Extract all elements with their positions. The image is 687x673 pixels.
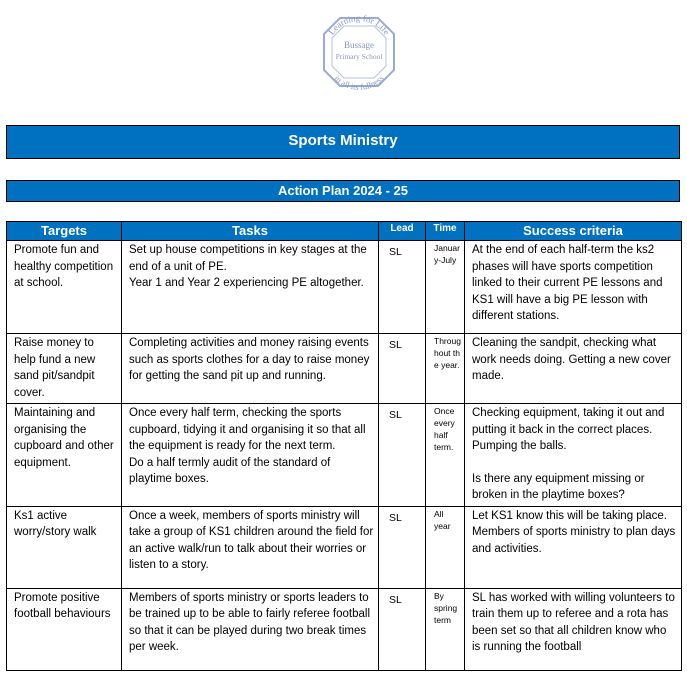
time-cell: By spring term [426, 588, 465, 670]
success-cell [465, 506, 682, 588]
target-cell: Ks1 active worry/story walk [7, 506, 122, 588]
lead-cell: SL [379, 404, 426, 507]
lead-cell: SL [379, 334, 426, 404]
table-row [7, 241, 682, 334]
task-line: Do a half termly audit of the standard of playtime boxes. [129, 456, 331, 485]
success-line: Cleaning the sandpit, checking what work needs doing. Getting a new cover made. [472, 337, 671, 382]
header-lead: Lead [379, 222, 426, 241]
success-line: Is there any equipment missing or broken in the playtime boxes? [472, 472, 645, 501]
success-line: Members of sports ministry to plan days and activities. [472, 526, 676, 555]
success-line: SL has worked with willing volunteers to train them up to referee and a rota has been set so that all children know who is running the football [472, 591, 675, 653]
table-row [7, 588, 682, 670]
success-cell [465, 588, 682, 670]
table-row [7, 334, 682, 404]
lead-cell: SL [379, 588, 426, 670]
task-line: Once a week, members of sports ministry will take a group of KS1 children around the field for an active walk/run to talk about their worries or listen to a story. [129, 509, 374, 571]
page-title: Sports Ministry [6, 125, 680, 159]
logo-name-line1: Bussage [344, 40, 374, 50]
target-cell: Maintaining and organising the cupboard and other equipment. [7, 404, 122, 507]
success-cell [465, 334, 682, 404]
success-line: Checking equipment, taking it out and putting it back in the correct places. Pumping the balls. [472, 407, 665, 452]
logo-name-line2: Primary School [335, 52, 383, 61]
school-logo [314, 4, 404, 100]
task-line: Set up house competitions in key stages at the end of a unit of PE. [129, 244, 367, 273]
tasks-cell [122, 404, 379, 507]
target-cell: Promote fun and healthy competition at school. [7, 241, 122, 334]
svg-text:in all its fullness [332, 73, 385, 92]
action-plan-table [6, 221, 682, 671]
tasks-cell [122, 241, 379, 334]
success-cell [465, 404, 682, 507]
header-success-criteria: Success criteria [465, 222, 682, 241]
task-line: Once every half term, checking the sports cupboard, tidying it and organising it so that all the equipment is ready for the next term. [129, 407, 366, 452]
time-cell: Throughout the year. [426, 334, 465, 404]
task-line: Year 1 and Year 2 experiencing PE altogether. [129, 277, 364, 289]
table-row [7, 404, 682, 507]
svg-text:Learning for Life [326, 13, 392, 37]
target-cell: Raise money to help fund a new sand pit/sandpit cover. [7, 334, 122, 404]
table-row [7, 506, 682, 588]
tasks-cell [122, 334, 379, 404]
tasks-cell [122, 506, 379, 588]
target-cell: Promote positive football behaviours [7, 588, 122, 670]
logo-top-text: Learning for Life [326, 12, 392, 37]
task-line: Completing activities and money raising events such as sports clothes for a day to raise money for getting the sand pit up and running. [129, 337, 370, 382]
header-time: Time [426, 222, 465, 241]
success-line: Let KS1 know this will be taking place. [472, 509, 667, 522]
page-subtitle: Action Plan 2024 - 25 [6, 180, 680, 202]
lead-cell: SL [379, 241, 426, 334]
success-line: At the end of each half-term the ks2 phases will have sports competition linked to their current PE lessons and KS1 will have a big PE lesson with different stations. [472, 244, 663, 322]
tasks-cell [122, 588, 379, 670]
header-tasks: Tasks [122, 222, 379, 241]
table-header-row [7, 222, 682, 241]
logo-bottom-text: in all its fullness [332, 73, 386, 92]
success-cell [465, 241, 682, 334]
lead-cell: SL [379, 506, 426, 588]
time-cell: All year [426, 506, 465, 588]
time-cell: Once every half term. [426, 404, 465, 507]
time-cell: January-July [426, 241, 465, 334]
task-line: Members of sports ministry or sports leaders to be trained up to be able to fairly referee football so that it can be played during two break times per week. [129, 591, 371, 653]
header-targets: Targets [7, 222, 122, 241]
